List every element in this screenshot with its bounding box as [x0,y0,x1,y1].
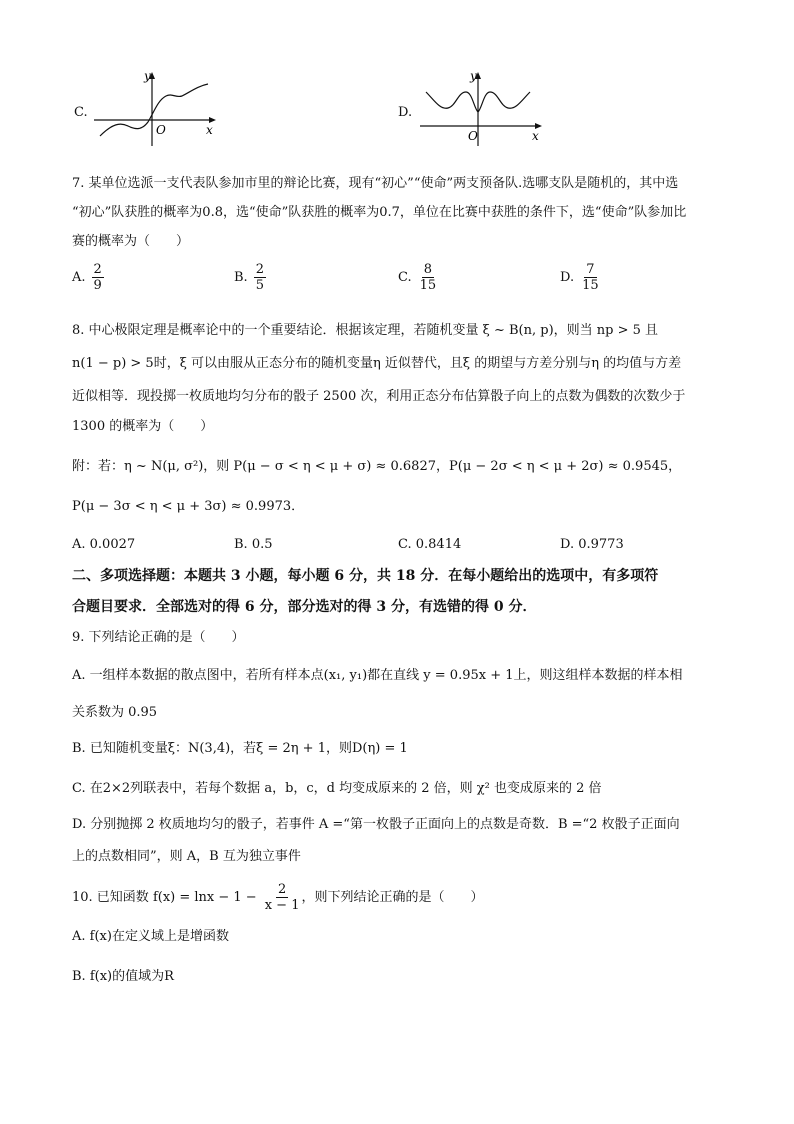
q8-option-c: C. 0.8414 [398,537,462,552]
q7-option-d-label: D. [560,270,575,285]
q8-option-a: A. 0.0027 [72,537,136,552]
q7-option-c-den: 15 [419,278,437,293]
q7-option-c-frac [418,262,439,293]
graph-d-y-label: y [470,69,477,83]
q10-fraction [263,882,302,913]
q8-note1: 附：若：η ~ N(μ, σ²)，则 P(μ − σ < η < μ + σ) ≈ 0.6827，P(μ − 2σ < η < μ + 2σ) ≈ 0.9545， [72,459,682,474]
q10-frac-num: 2 [277,882,287,897]
q7-option-a-frac [92,262,104,293]
q8-note2: P(μ − 3σ < η < μ + 3σ) ≈ 0.9973． [72,499,305,514]
q7-line3: 赛的概率为（ ） [72,234,190,249]
q7-option-d-den: 15 [582,278,599,293]
q7-option-a-den: 9 [93,278,102,293]
q10-stem-post: ，则下列结论正确的是（ ） [301,890,484,905]
graph-d-x-label: x [532,129,539,143]
q7-option-b-den: 5 [255,278,264,293]
q7-option-b [234,262,266,293]
q7-option-d-frac [580,262,601,293]
option-c-label: C. [74,105,88,120]
q7-option-b-label: B. [234,270,248,285]
q7-option-c-num: 8 [423,262,433,277]
q7-option-a-num: 2 [93,262,102,277]
section2-heading-line2: 合题目要求．全部选对的得 6 分，部分选对的得 3 分，有选错的得 0 分． [72,599,537,615]
q10-frac-den: x − 1 [264,898,300,913]
q9-option-d-line2: 上的点数相同”，则 A，B 互为独立事件 [72,849,301,864]
q8-line4: 1300 的概率为（ ） [72,419,214,434]
section2-heading-line1: 二、多项选择题：本题共 3 小题，每小题 6 分，共 18 分．在每小题给出的选项中，有多项符 [72,568,659,584]
q7-option-d-num: 7 [586,262,595,277]
q8-option-b: B. 0.5 [234,537,273,552]
q7-option-b-num: 2 [255,262,264,277]
q8-line1: 8. 中心极限定理是概率论中的一个重要结论．根据该定理，若随机变量 ξ ~ B(n, p)，则当 np > 5 且 [72,323,659,338]
q7-option-d [560,262,601,293]
q10-stem-pre: 10. 已知函数 f(x) = lnx − 1 − [72,890,257,905]
graph-c-x-label: x [206,123,213,137]
option-d-label: D. [398,105,413,120]
q7-option-a [72,262,104,293]
q9-option-a-line1: A. 一组样本数据的散点图中，若所有样本点(x₁, y₁)都在直线 y = 0.95x + 1上，则这组样本数据的样本相 [72,668,683,683]
q9-stem: 9. 下列结论正确的是（ ） [72,630,245,645]
graph-d-origin: O [468,129,478,143]
q8-option-d: D. 0.9773 [560,537,624,552]
q7-line2: “初心”队获胜的概率为0.8，选“使命”队获胜的概率为0.7，单位在比赛中获胜的条件下，选“使命”队参加比 [72,205,687,220]
q10-option-b: B. f(x)的值域为R [72,969,174,984]
graph-c-y-label: y [144,69,151,83]
q7-option-c [398,262,438,293]
q10-option-a: A. f(x)在定义域上是增函数 [72,929,229,944]
q9-option-b: B. 已知随机变量ξ：N(3,4)，若ξ = 2η + 1，则D(η) = 1 [72,741,408,756]
q7-option-c-label: C. [398,270,412,285]
q7-line1: 7. 某单位选派一支代表队参加市里的辩论比赛，现有“初心”“使命”两支预备队.选哪支队是随机的，其中选 [72,176,679,191]
q7-option-b-frac [254,262,266,293]
q9-option-d-line1: D. 分别抛掷 2 枚质地均匀的骰子，若事件 A =“第一枚骰子正面向上的点数是奇数．B =“2 枚骰子正面向 [72,817,680,832]
q9-option-a-line2: 关系数为 0.95 [72,705,158,720]
q7-option-a-label: A. [72,270,86,285]
graph-d [416,68,546,148]
q9-option-c: C. 在2×2列联表中，若每个数据 a，b，c，d 均变成原来的 2 倍，则 χ² 也变成原来的 2 倍 [72,781,602,796]
graph-c-origin: O [156,123,166,137]
q10-stem [72,882,483,913]
q8-line3: 近似相等．现投掷一枚质地均匀分布的骰子 2500 次，利用正态分布估算骰子向上的点数为偶数的次数少于 [72,389,686,404]
q8-line2: n(1 − p) > 5时，ξ 可以由服从正态分布的随机变量η 近似替代，且ξ 的期望与方差分别与η 的均值与方差 [72,356,682,371]
graph-c [90,68,220,148]
